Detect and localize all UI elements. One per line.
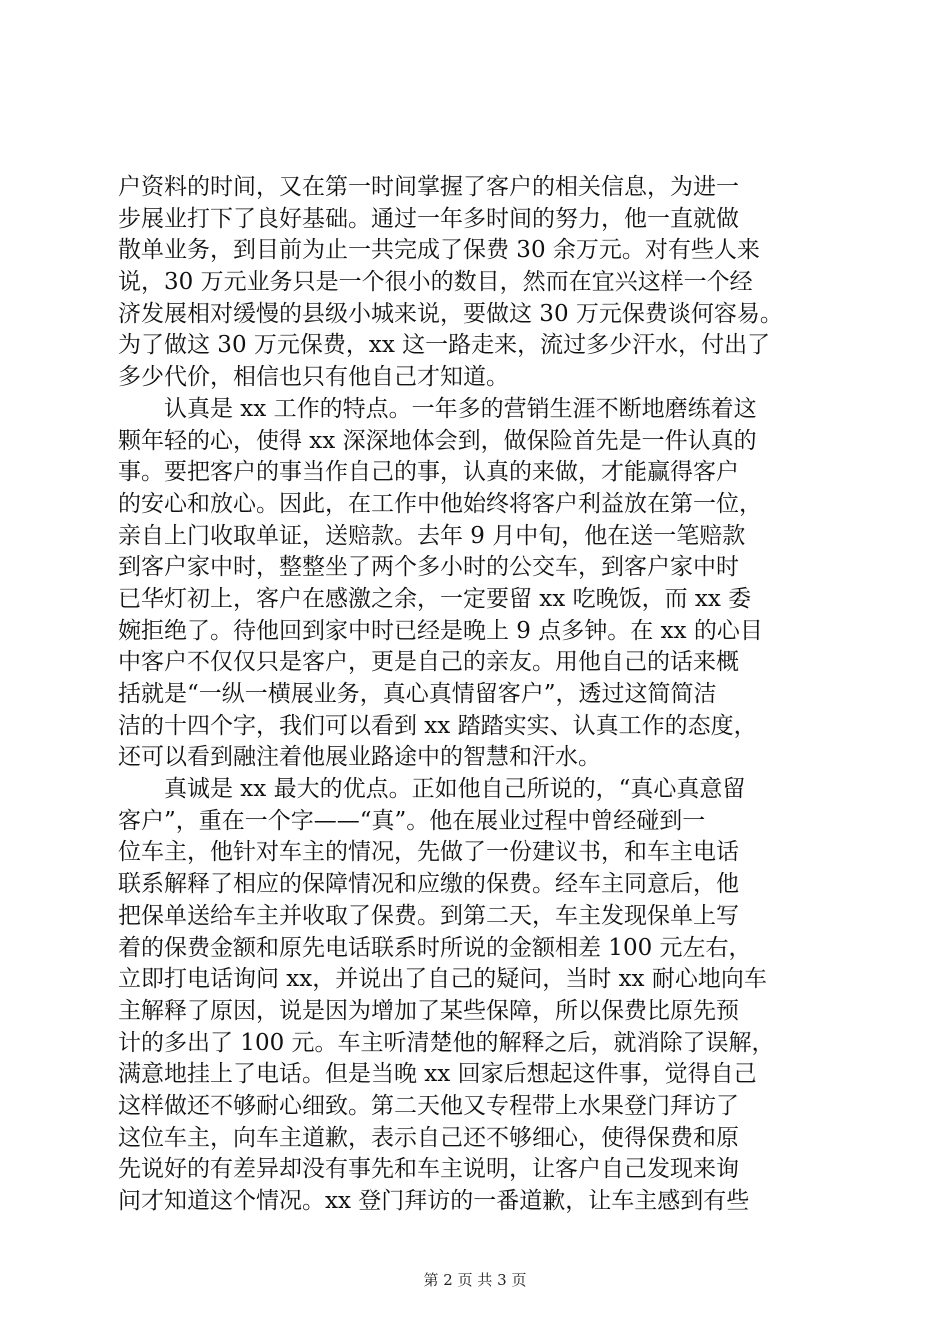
- text-line: 婉拒绝了。待他回到家中时已经是晚上 9 点多钟。在 xx 的心目: [118, 617, 763, 644]
- text-line: 济发展相对缓慢的县级小城来说，要做这 30 万元保费谈何容易。: [118, 300, 783, 327]
- text-line: 事。要把客户的事当作自己的事，认真的来做，才能赢得客户: [118, 459, 739, 486]
- text-line: 多少代价，相信也只有他自己才知道。: [118, 364, 509, 391]
- text-line: 还可以看到融注着他展业路途中的智慧和汗水。: [118, 744, 601, 771]
- text-line: 亲自上门收取单证，送赔款。去年 9 月中旬，他在送一笔赔款: [118, 522, 746, 549]
- text-line: 客户”，重在一个字——“真”。他在展业过程中曾经碰到一: [118, 807, 706, 834]
- text-line: 这样做还不够耐心细致。第二天他又专程带上水果登门拜访了: [118, 1092, 739, 1119]
- text-line: 着的保费金额和原先电话联系时所说的金额相差 100 元左右，: [118, 934, 752, 961]
- text-line: 这位车主，向车主道歉，表示自己还不够细心，使得保费和原: [118, 1124, 739, 1151]
- text-line: 认真是 xx 工作的特点。一年多的营销生涯不断地磨练着这: [118, 395, 757, 422]
- text-line: 散单业务，到目前为止一共完成了保费 30 余万元。对有些人来: [118, 237, 760, 264]
- text-line: 计的多出了 100 元。车主听清楚他的解释之后，就消除了误解，: [118, 1029, 775, 1056]
- text-line: 步展业打下了良好基础。通过一年多时间的努力，他一直就做: [118, 205, 739, 232]
- text-line: 户资料的时间，又在第一时间掌握了客户的相关信息，为进一: [118, 174, 739, 200]
- text-line: 颗年轻的心，使得 xx 深深地体会到，做保险首先是一件认真的: [118, 427, 757, 454]
- text-line: 立即打电话询问 xx，并说出了自己的疑问，当时 xx 耐心地向车: [118, 966, 767, 993]
- text-line: 中客户不仅仅只是客户，更是自己的亲友。用他自己的话来概: [118, 649, 739, 676]
- text-line: 已华灯初上，客户在感激之余，一定要留 xx 吃晚饭，而 xx 委: [118, 585, 752, 612]
- text-line: 洁的十四个字，我们可以看到 xx 踏踏实实、认真工作的态度，: [118, 712, 757, 739]
- text-line: 满意地挂上了电话。但是当晚 xx 回家后想起这件事，觉得自己: [118, 1061, 757, 1088]
- text-line: 括就是“一纵一横展业务，真心真情留客户”，透过这简简洁: [118, 681, 717, 707]
- body-text: [118, 172, 842, 1218]
- text-line: 联系解释了相应的保障情况和应缴的保费。经车主同意后，他: [118, 871, 739, 898]
- text-line: 先说好的有差异却没有事先和车主说明，让客户自己发现来询: [118, 1156, 739, 1183]
- text-line: 的安心和放心。因此，在工作中他始终将客户利益放在第一位，: [118, 490, 762, 517]
- text-line: 问才知道这个情况。xx 登门拜访的一番道歉，让车主感到有些: [118, 1188, 750, 1214]
- text-line: 为了做这 30 万元保费，xx 这一路走来，流过多少汗水，付出了: [118, 332, 771, 359]
- text-line: 把保单送给车主并收取了保费。到第二天，车主发现保单上写: [118, 902, 739, 929]
- text-line: 真诚是 xx 最大的优点。正如他自己所说的，“真心真意留: [118, 776, 746, 803]
- text-line: 主解释了原因，说是因为增加了某些保障，所以保费比原先预: [118, 997, 739, 1024]
- text-line: 位车主，他针对车主的情况，先做了一份建议书，和车主电话: [118, 839, 739, 866]
- page-number-footer: 第 2 页 共 3 页: [423, 1271, 527, 1289]
- text-line: 到客户家中时，整整坐了两个多小时的公交车，到客户家中时: [118, 554, 739, 581]
- text-line: 说，30 万元业务只是一个很小的数目，然而在宜兴这样一个经: [118, 269, 753, 296]
